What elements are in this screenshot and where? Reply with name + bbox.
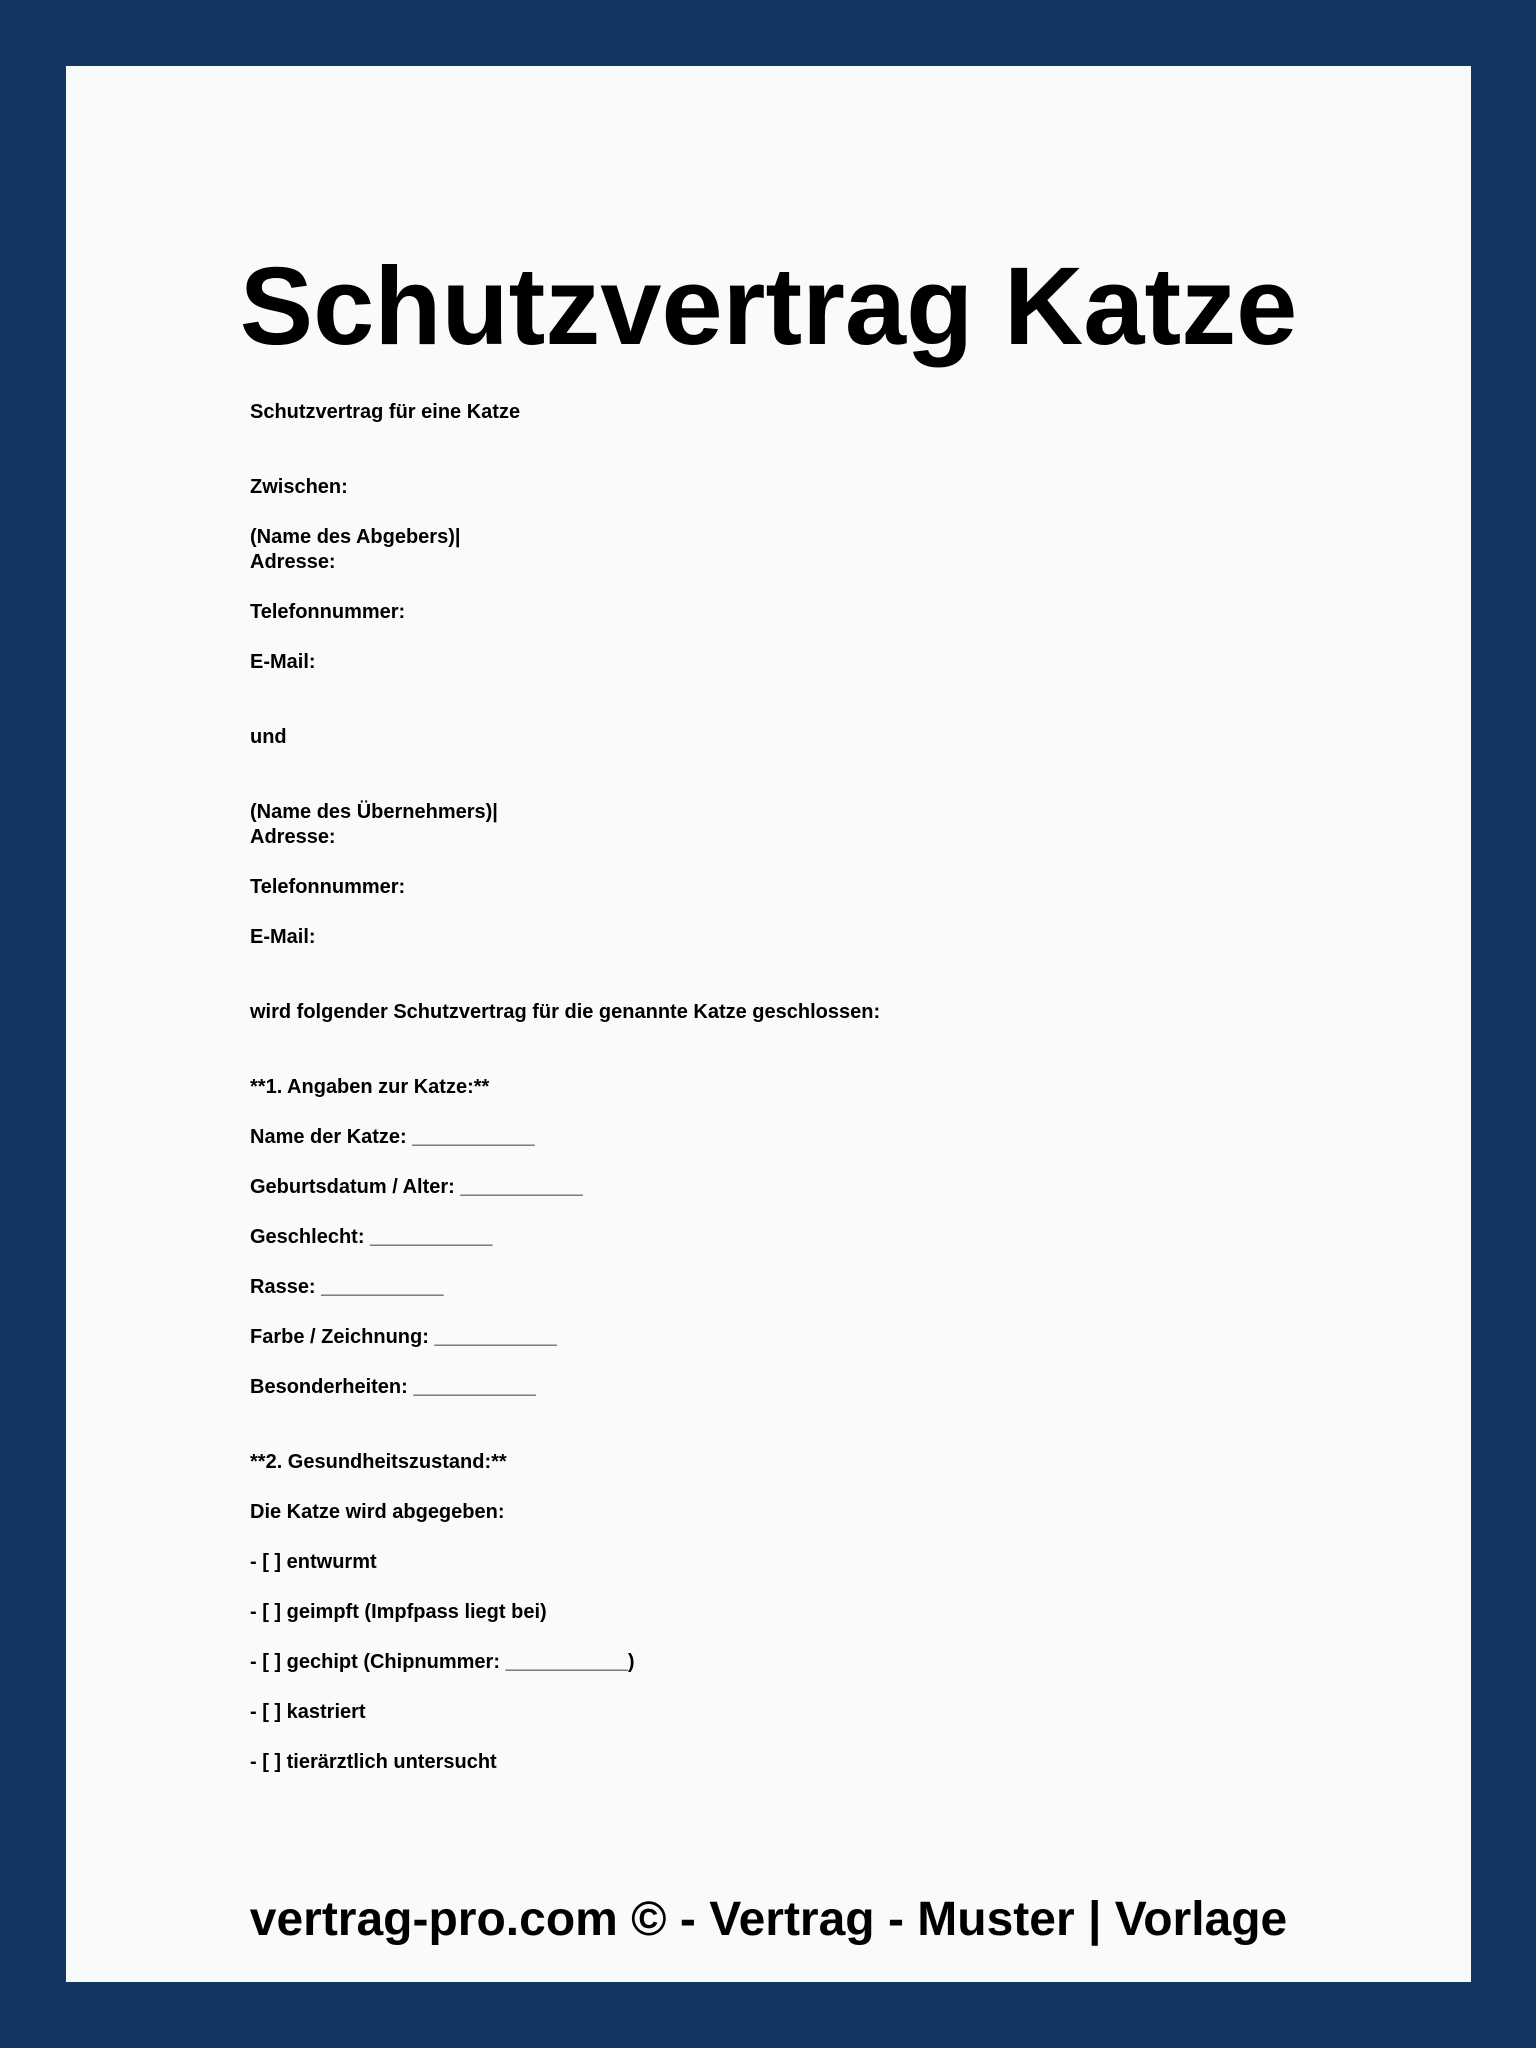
doc-line-receiver-address: Adresse: (250, 826, 336, 848)
checklist-item-dewormed: - [ ] entwurmt (250, 1551, 377, 1573)
doc-line-health-intro: Die Katze wird abgegeben: (250, 1501, 505, 1523)
doc-line-giver-address: Adresse: (250, 551, 336, 573)
field-particularities: Besonderheiten: ___________ (250, 1376, 536, 1398)
section-heading-health: **2. Gesundheitszustand:** (250, 1451, 507, 1473)
field-breed: Rasse: ___________ (250, 1276, 444, 1298)
footer-watermark: vertrag-pro.com © - Vertrag - Muster | Vorlage (249, 1893, 1288, 1946)
document-title: Schutzvertrag Katze (239, 245, 1298, 368)
doc-line-giver-email: E-Mail: (250, 651, 316, 673)
doc-line-giver-phone: Telefonnummer: (250, 601, 406, 623)
doc-line-receiver-email: E-Mail: (250, 926, 316, 948)
doc-heading: Schutzvertrag für eine Katze (250, 401, 521, 423)
checklist-item-vaccinated: - [ ] geimpft (Impfpass liegt bei) (250, 1601, 547, 1623)
doc-line-intro: wird folgender Schutzvertrag für die genannte Katze geschlossen: (250, 1001, 881, 1023)
field-color: Farbe / Zeichnung: ___________ (250, 1326, 557, 1348)
doc-line-between: Zwischen: (250, 476, 348, 498)
checklist-item-neutered: - [ ] kastriert (250, 1701, 366, 1723)
field-cat-name: Name der Katze: ___________ (250, 1126, 535, 1148)
doc-line-receiver-name: (Name des Übernehmers)| (250, 801, 498, 823)
field-sex: Geschlecht: ___________ (250, 1226, 493, 1248)
section-heading-cat-details: **1. Angaben zur Katze:** (250, 1076, 490, 1098)
doc-line-receiver-phone: Telefonnummer: (250, 876, 406, 898)
document-page (66, 66, 1471, 1982)
checklist-item-chipped: - [ ] gechipt (Chipnummer: ___________) (250, 1651, 635, 1673)
doc-line-and: und (250, 726, 287, 748)
doc-line-giver-name: (Name des Abgebers)| (250, 526, 461, 548)
field-birthdate: Geburtsdatum / Alter: ___________ (250, 1176, 583, 1198)
checklist-item-vet-checked: - [ ] tierärztlich untersucht (250, 1751, 497, 1773)
